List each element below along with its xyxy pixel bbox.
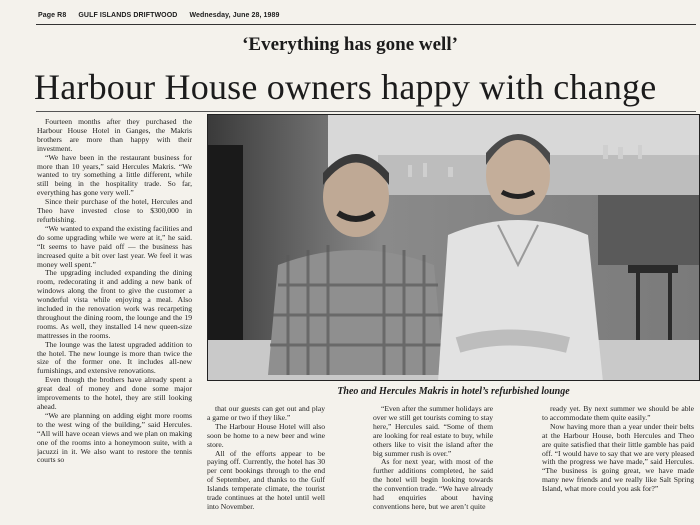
newspaper-name: GULF ISLANDS DRIFTWOOD [78,12,178,19]
header-rule [36,24,696,25]
article-column-1 [37,118,192,518]
article-paragraph: “Even after the summer holidays are over we still get tourists coming to stay here,” Hercules said. “Some of them are looking for real estate to buy, while others like to visit the island after the big summer rush is over.” [373,405,493,458]
article-paragraph: The lounge was the latest upgraded addition to the hotel. The new lounge is more than twice the size of the former one. It includes all-new furnishings, and extensive renovations. [37,339,192,376]
article-paragraph: ready yet. By next summer we should be able to accommodate them quite easily.” [542,405,694,422]
article-paragraph: All of the efforts appear to be paying off. Currently, the hotel has 30 per cent bookings through to the end of September, and thanks to the Gulf Islands temperate climate, the tourist trade continues at the hotel until well into November. [207,448,325,511]
article-paragraph: “We have been in the restaurant business for more than 10 years,” said Hercules Makris. “We wanted to try something a little different, while still being in the hospitality trade. So far, everything has gone very well.” [37,152,192,198]
article-column-3 [373,405,493,520]
page-number: Page R8 [38,12,67,19]
photo-caption: Theo and Hercules Makris in hotel’s refurbished lounge [337,386,570,397]
article-paragraph: Since their purchase of the hotel, Hercules and Theo have invested close to $300,000 in refurbishing. [37,197,192,224]
photo-theo-hercules-lounge [207,114,700,381]
kicker-quote: ‘Everything has gone well’ [242,34,458,55]
issue-date: Wednesday, June 28, 1989 [189,12,280,19]
article-column-4 [542,405,694,520]
article-paragraph: “We wanted to expand the existing facilities and do some upgrading while we were at it,” he said. “It seems to have paid off — the business has increased quite a bit over last year. We feel it was money well spent.” [37,223,192,269]
article-column-2 [207,405,325,520]
photo-illustration [208,115,700,381]
page-header [38,12,678,19]
article-paragraph: The upgrading included expanding the dining room, redecorating it and adding a new bank of windows along the front to give the customer a wonderful vista while enjoying a meal. Also included in the renovation work was recarpeting throughout the dining room, the lounge and the 19 rooms. As well, they installed 14 new queen-size mattresses in the rooms. [37,268,192,340]
headline-rule [36,111,696,112]
article-paragraph: As for next year, with most of the further additions completed, he said the hotel will begin looking towards the convention trade. “We have already had enquiries about having conventions here, but we aren’t quite [373,457,493,511]
article-paragraph: “We are planning on adding eight more rooms to the west wing of the building,” said Hercules. “All will have ocean views and we plan on making one of the rooms into a honeymoon suite, with a jacuzzi in it. We also want to restore the tennis courts so [37,410,192,465]
article-paragraph: Fourteen months after they purchased the Harbour House Hotel in Ganges, the Makris brothers are more than happy with their investment. [37,118,192,153]
headline: Harbour House owners happy with change [34,67,657,107]
article-paragraph: Now having more than a year under their belts at the Harbour House, both Hercules and Theo are quite satisfied that their little gamble has paid off. “I would have to say that we are very pleased with the progress we have made,” said Hercules. “The business is going great, we have made many new friends and we really like Salt Spring Island, what more could you ask for?” [542,421,694,494]
article-paragraph: Even though the brothers have already spent a great deal of money and done some major improvements to the hotel, they are still looking ahead. [37,375,192,411]
article-paragraph: that our guests can get out and play a game or two if they like.” [207,405,325,422]
article-paragraph: The Harbour House Hotel will also soon be home to a new beer and wine store. [207,421,325,449]
